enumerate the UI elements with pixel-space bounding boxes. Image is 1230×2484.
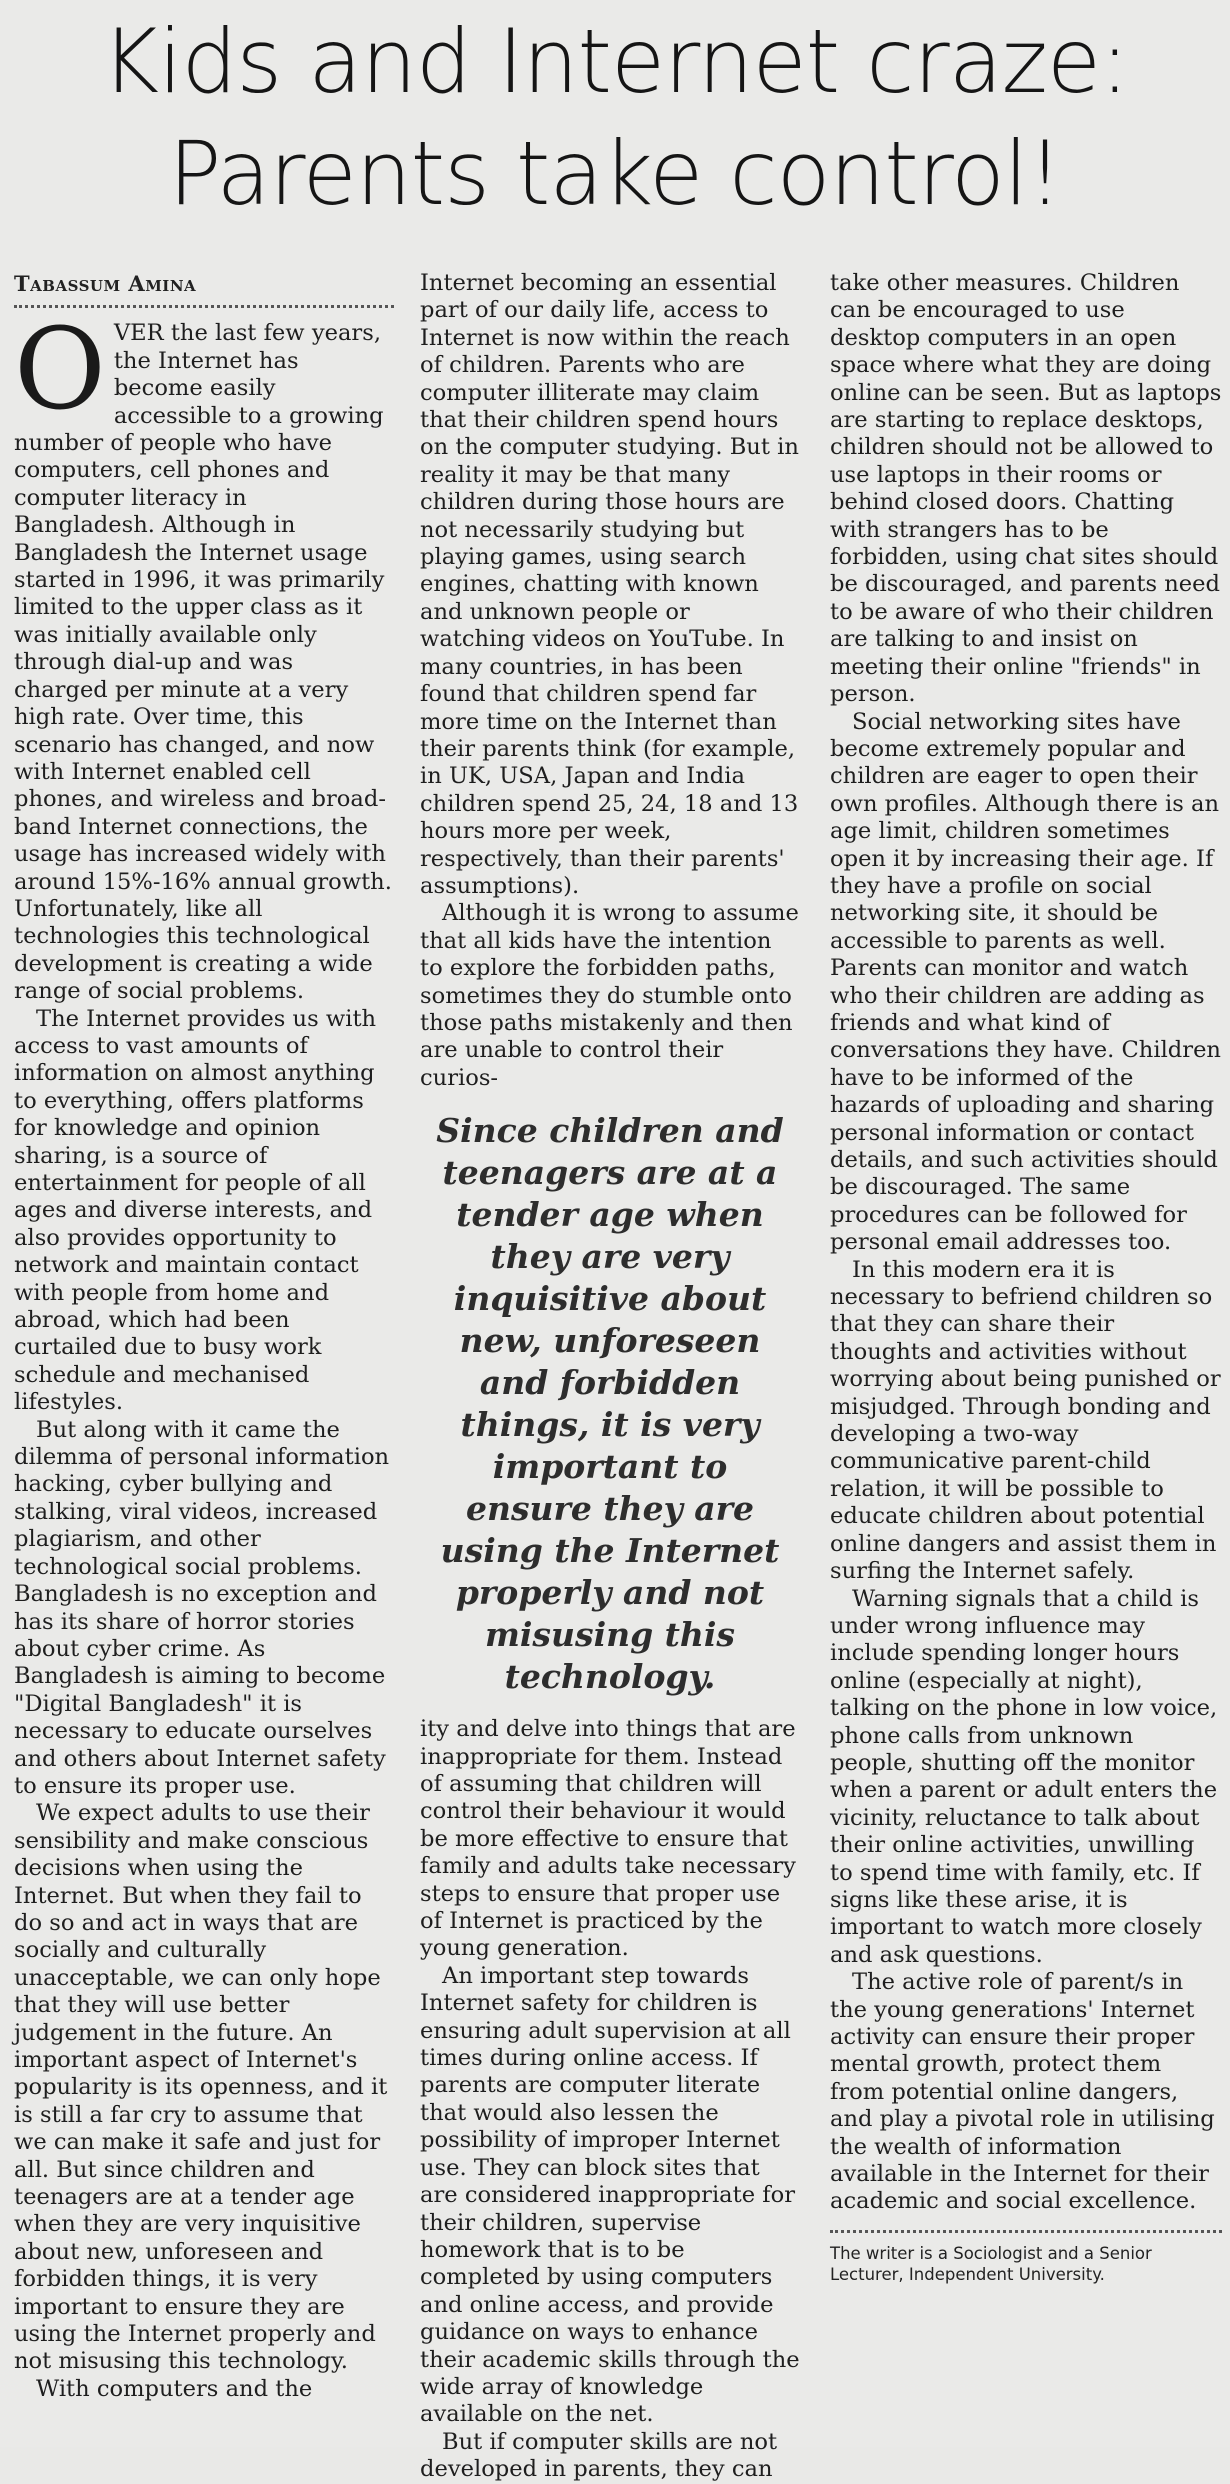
- writer-note: The writer is a Sociologist and a Senior Lecturer, Independent University.: [830, 2243, 1152, 2284]
- paragraph: We expect adults to use their sensibility and make conscious decisions when using the Internet. But when they fail to do so and act in ways that are socially and culturally unacceptable, we can only hope that they will use better judgement in the future. An important aspect of Internet's popularity is its openness, and it is still a far cry to assume that we can make it safe and just for all. But since children and teenagers are at a tender age when they are very inquisitive about new, unforeseen and forbidden things, it is very important to ensure they are using the Internet properly and not misusing this technology.: [14, 1800, 388, 2375]
- paragraph: In this modern era it is necessary to befriend children so that they can share their thoughts and activities without worrying about being punished or misjudged. Through bonding and developing a two-way communicative parent-child relation, it will be possible to educate children about potential online dangers and assist them in surfing the Internet safely.: [830, 1256, 1221, 1585]
- paragraph: Warning signals that a child is under wrong influence may include spending longer hours online (especially at night), talking on the phone in low voice, phone calls from unknown people, shutting off the monitor when a parent or adult enters the vicinity, reluctance to talk about their online activities, unwilling to spend time with family, etc. If signs like these arise, it is important to watch more closely and ask questions.: [830, 1585, 1218, 1968]
- paragraph: OVER the last few years, the Internet has become easily accessible to a growing number of people who have computers, cell phones and computer literacy in Bangladesh. Although in Bangladesh the Internet usage started in 1996, it was primarily limited to the upper class as it was initially available only through dial-up and was charged per minute at a very high rate. Over time, this scenario has changed, and now with Internet enabled cell phones, and wireless and broad-band Internet connections, the usage has increased widely with around 15%-16% annual growth. Unfortunately, like all technologies this technological development is creating a wide range of social problems.: [14, 305, 392, 1005]
- paragraph: Internet becoming an essential part of our daily life, access to Internet is now within the reach of children. Parents who are computer illiterate may claim that their children spend hours on the computer studying. But in reality it may be that many children during those hours are not necessarily studying but playing games, using search engines, chatting with known and unknown people or watching videos on YouTube. In many countries, in has been found that children spend far more time on the Internet than their parents think (for example, in UK, USA, Japan and India children spend 25, 24, 18 and 13 hours more per week, respectively, than their parents' assumptions).: [420, 270, 799, 899]
- paragraph: But along with it came the dilemma of personal information hacking, cyber bullying and stalking, viral videos, increased plagiarism, and other technological social problems. Bangladesh is no exception and has its share of horror stories about cyber crime. As Bangladesh is aiming to become "Digital Bangladesh" it is necessary to educate ourselves and others about Internet safety to ensure its proper use.: [14, 1416, 390, 1799]
- pull-quote: Since children and teenagers are at a tender age when they are very inquisitive about new, unforeseen and forbidden things, it is very important to ensure they are using the Internet properly and not misusing this technology.: [436, 1111, 784, 1697]
- headline: Kids and Internet craze: Parents take control!: [101, 10, 1129, 225]
- paragraph: Social networking sites have become extremely popular and children are eager to open their own profiles. Although there is an age limit, children sometimes open it by increasing their age. If they have a profile on social networking site, it should be accessible to parents as well. Parents can monitor and watch who their children are adding as friends and what kind of conversations they have. Children have to be informed of the hazards of uploading and sharing personal information or contact details, and such activities should be discouraged. The same procedures can be followed for personal email addresses too.: [830, 708, 1221, 1256]
- column-3: [830, 270, 1222, 2285]
- paragraph: With computers and the: [36, 2375, 313, 2402]
- drop-cap: O: [14, 305, 106, 436]
- paragraph: The active role of parent/s in the young generations' Internet activity can ensure their proper mental growth, protect them from potential online dangers, and play a pivotal role in utilising the wealth of information available in the Internet for their academic and social excellence.: [830, 1969, 1215, 2215]
- paragraph: take other measures. Children can be encouraged to use desktop computers in an open space where what they are doing online can be seen. But as laptops are starting to replace desktops, children should not be allowed to use laptops in their rooms or behind closed doors. Chatting with strangers has to be forbidden, using chat sites should be discouraged, and parents need to be aware of who their children are talking to and insist on meeting their online "friends" in person.: [830, 270, 1222, 708]
- paragraph: An important step towards Internet safety for children is ensuring adult supervision at all times during online access. If parents are computer literate that would also lessen the possibility of improper Internet use. They can block sites that are considered inappropriate for their children, supervise homework that is to be completed by using computers and online access, and provide guidance on ways to enhance their academic skills through the wide array of knowledge available on the net.: [420, 1962, 800, 2428]
- byline: Tabassum Amina: [14, 271, 197, 296]
- paragraph: But if computer skills are not developed in parents, they can: [420, 2428, 778, 2483]
- paragraph: ity and delve into things that are inappropriate for them. Instead of assuming that children will control their behaviour it would be more effective to ensure that family and adults take necessary steps to ensure that proper use of Internet is practiced by the young generation.: [420, 1716, 796, 1962]
- paragraph: The Internet provides us with access to vast amounts of information on almost anything to everything, offers platforms for knowledge and opinion sharing, is a source of entertainment for people of all ages and diverse interests, and also provides opportunity to network and maintain contact with people from home and abroad, which had been curtailed due to busy work schedule and mechanised lifestyles.: [14, 1005, 377, 1416]
- column-1: [14, 270, 394, 2403]
- paragraph: Although it is wrong to assume that all kids have the intention to explore the forbidden paths, sometimes they do stumble onto those paths mistakenly and then are unable to control their curios-: [420, 900, 799, 1091]
- writer-divider: [830, 2230, 1222, 2233]
- column-2: [420, 270, 800, 2484]
